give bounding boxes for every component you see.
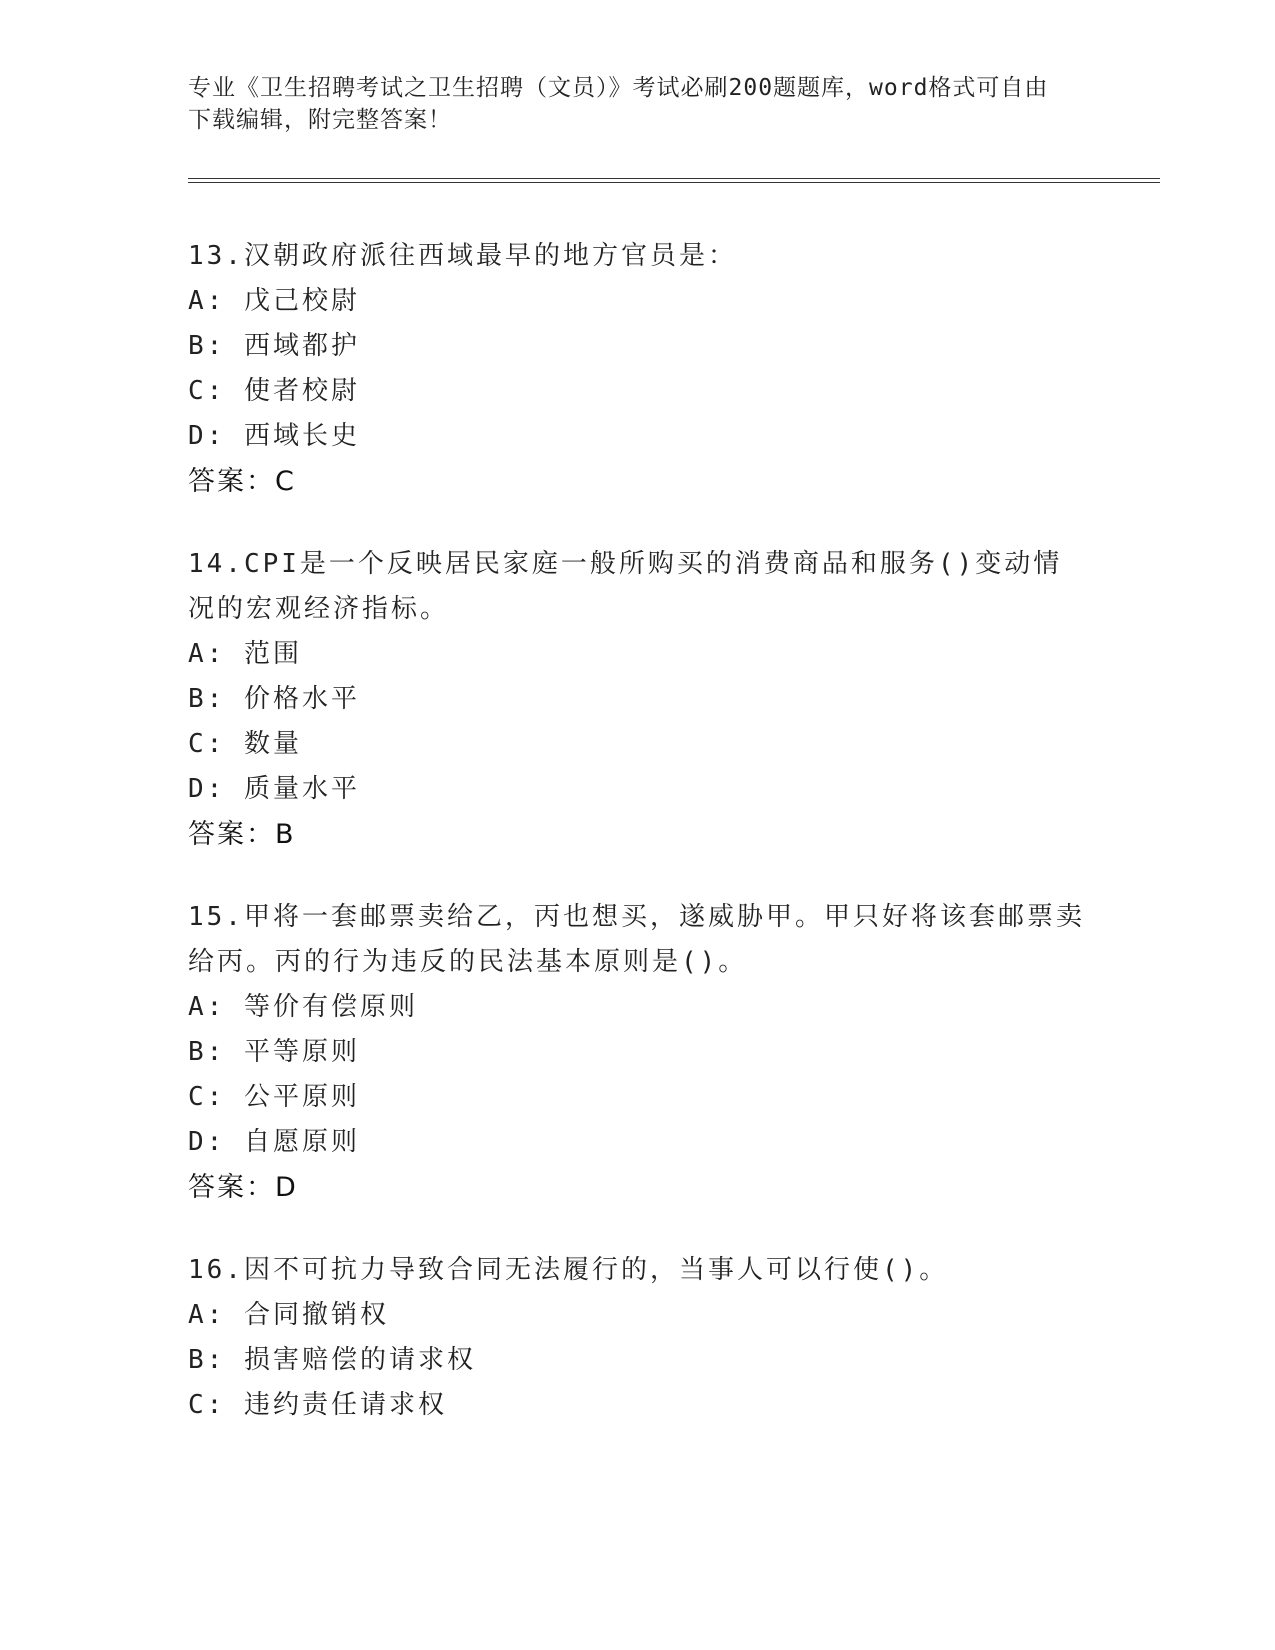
- option-b: B: 损害赔偿的请求权: [188, 1345, 476, 1375]
- option-d: D: 西域长史: [188, 421, 360, 451]
- option-d: D: 质量水平: [188, 774, 360, 804]
- question-stem: 16.因不可抗力导致合同无法履行的，当事人可以行使()。: [188, 1255, 949, 1285]
- question-stem: 15.甲将一套邮票卖给乙，丙也想买，遂威胁甲。甲只好将该套邮票卖给丙。丙的行为违反的民法基本原则是()。: [188, 902, 1085, 977]
- option-b: B: 价格水平: [188, 684, 360, 714]
- option-a: A: 合同撤销权: [188, 1300, 389, 1330]
- option-a: A: 等价有偿原则: [188, 992, 418, 1022]
- option-c: C: 使者校尉: [188, 376, 360, 406]
- option-c: C: 违约责任请求权: [188, 1390, 447, 1420]
- answer: 答案：B: [188, 819, 296, 850]
- question-stem: 13.汉朝政府派往西域最早的地方官员是：: [188, 241, 737, 271]
- document-header: 专业《卫生招聘考试之卫生招聘（文员）》考试必刷200题题库，word格式可自由下载编辑，附完整答案！: [188, 75, 1049, 133]
- header-divider: [188, 178, 1160, 183]
- option-a: A: 范围: [188, 639, 302, 669]
- option-c: C: 数量: [188, 729, 302, 759]
- answer: 答案：D: [188, 1172, 298, 1203]
- option-a: A: 戊己校尉: [188, 286, 360, 316]
- question-14: [188, 542, 1088, 857]
- option-b: B: 平等原则: [188, 1037, 360, 1067]
- question-list: [188, 234, 1088, 1466]
- question-16: [188, 1248, 1088, 1428]
- answer: 答案：C: [188, 466, 296, 497]
- option-c: C: 公平原则: [188, 1082, 360, 1112]
- question-13: [188, 234, 1088, 504]
- question-stem: 14.CPI是一个反映居民家庭一般所购买的消费商品和服务()变动情况的宏观经济指标。: [188, 549, 1063, 624]
- option-b: B: 西域都护: [188, 331, 360, 361]
- question-15: [188, 895, 1088, 1210]
- option-d: D: 自愿原则: [188, 1127, 360, 1157]
